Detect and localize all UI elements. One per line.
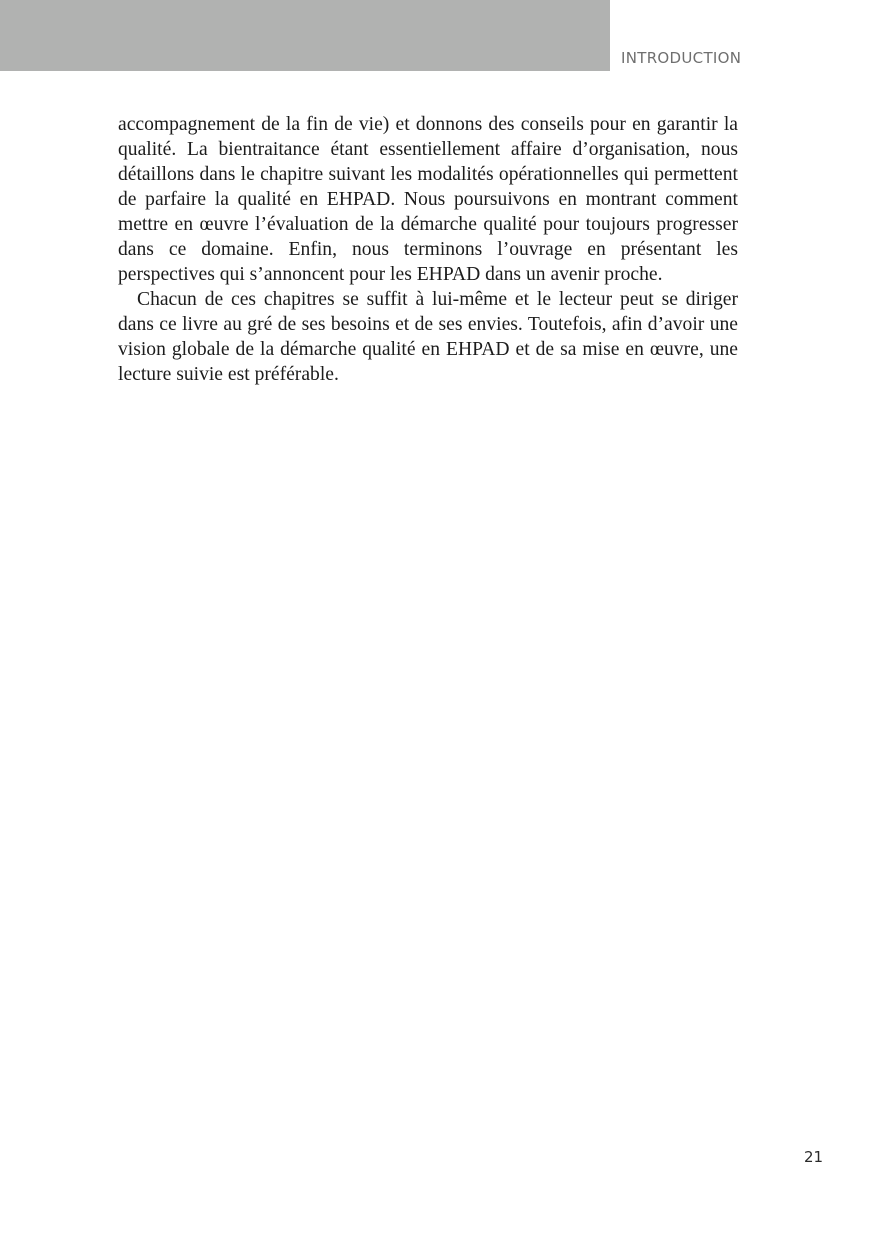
- paragraph-continued: accompagnement de la fin de vie) et donnons des conseils pour en garantir la qualité. La bientraitance étant essentiellement affaire d’organisation, nous détaillons dans le chapitre suivant les modalités opérationnelles qui permettent de parfaire la qualité en EHPAD. Nous poursuivons en montrant comment mettre en œuvre l’évaluation de la démarche qualité pour toujours progresser dans ce domaine. Enfin, nous terminons l’ouvrage en présentant les perspectives qui s’annoncent pour les EHPAD dans un avenir proche.: [118, 114, 738, 285]
- paragraph: Chacun de ces chapitres se suffit à lui-même et le lecteur peut se diriger dans ce livre au gré de ses besoins et de ses envies. Toutefois, afin d’avoir une vision globale de la démarche qualité en EHPAD et de sa mise en œuvre, une lecture suivie est préférable.: [118, 289, 738, 385]
- running-head: INTRODUCTION: [621, 49, 742, 67]
- header-bar: [0, 0, 610, 71]
- page-number: 21: [804, 1148, 824, 1166]
- body-text: [118, 112, 738, 387]
